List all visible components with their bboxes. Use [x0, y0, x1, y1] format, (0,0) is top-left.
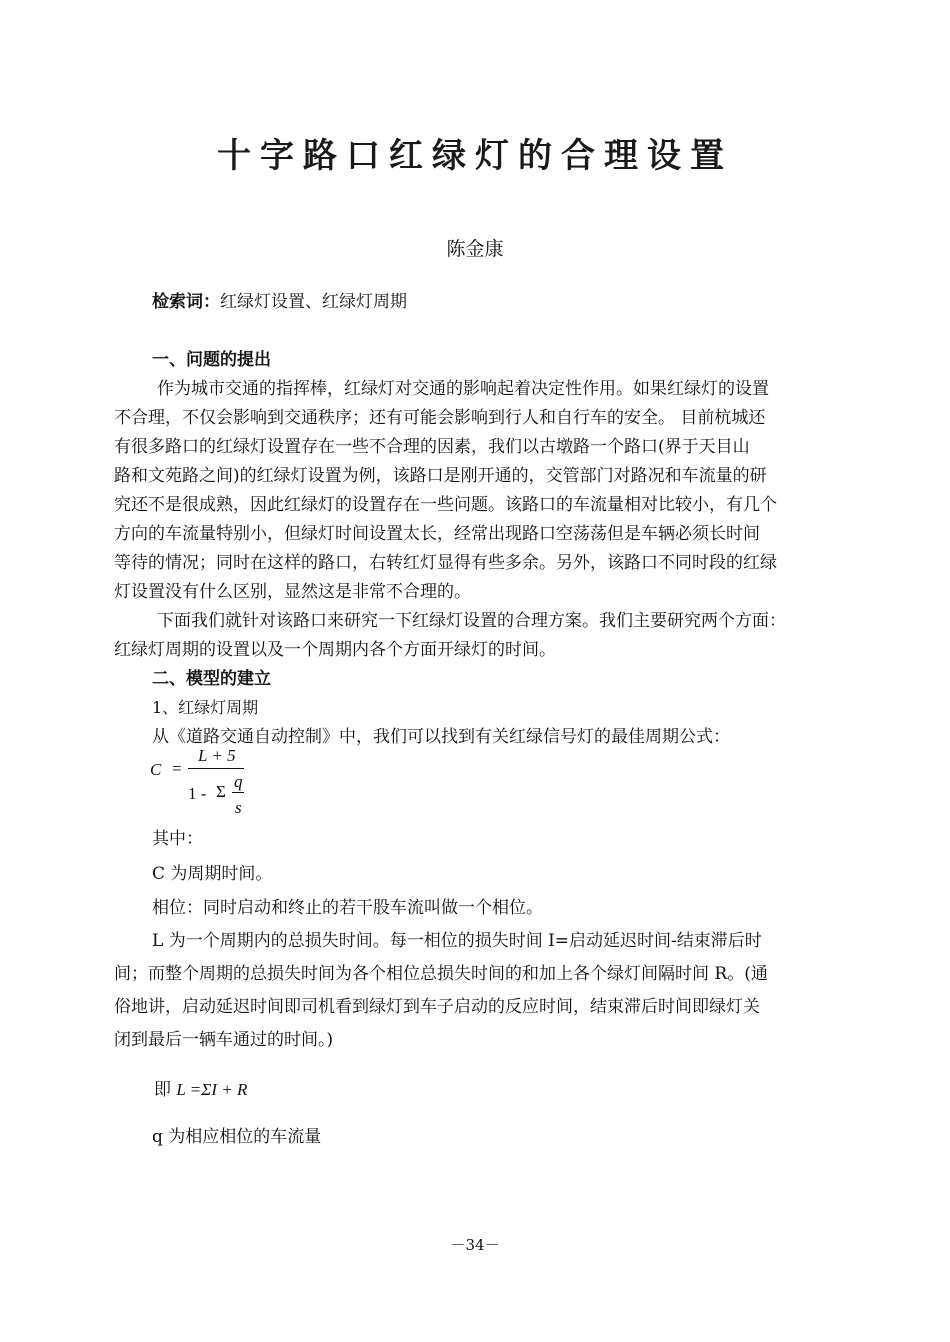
phase-definition: 相位：同时启动和终止的若干股车流叫做一个相位。	[152, 898, 543, 918]
paragraph-line: 究还不是很成熟，因此红绿灯的设置存在一些问题。该路口的车流量相对比较小，有几个	[114, 495, 777, 515]
section1-heading: 一、问题的提出	[152, 350, 271, 370]
paragraph-line: 不合理，不仅会影响到交通秩序；还有可能会影响到行人和自行车的安全。 目前杭城还	[114, 408, 766, 428]
paragraph-line: 灯设置没有什么区别，显然这是非常不合理的。	[114, 582, 471, 602]
keywords	[152, 292, 407, 312]
formula-sigma: Σ	[216, 782, 226, 801]
formula-q: q	[234, 772, 243, 791]
page-number: －34－	[450, 1236, 500, 1254]
paragraph-line: 作为城市交通的指挥棒，红绿灯对交通的影响起着决定性作用。如果红绿灯的设置	[157, 379, 769, 399]
loss-equation-prefix: 即	[154, 1080, 171, 1100]
paragraph-line: 间；而整个周期的总损失时间为各个相位总损失时间的和加上各个绿灯间隔时间 R。(通	[114, 964, 768, 984]
author: 陈金康	[446, 238, 504, 260]
formula-intro: 从《道路交通自动控制》中，我们可以找到有关红绿信号灯的最佳周期公式：	[152, 727, 730, 747]
paragraph-line: 方向的车流量特别小，但绿灯时间设置太长，经常出现路口空荡荡但是车辆必须长时间	[114, 524, 760, 544]
fraction-bar	[188, 768, 244, 769]
formula-lhs: C	[150, 760, 162, 779]
formula-den-prefix: 1 -	[188, 784, 207, 803]
keywords-label: 检索词：	[152, 292, 220, 312]
keywords-value: 红绿灯设置、红绿灯周期	[220, 292, 407, 312]
c-definition: C 为周期时间。	[152, 864, 273, 884]
inner-fraction-bar	[232, 792, 244, 793]
paragraph-line: 路和文苑路之间)的红绿灯设置为例，该路口是刚开通的，交管部门对路况和车流量的研	[114, 466, 767, 486]
loss-equation	[154, 1080, 247, 1100]
section2-heading: 二、模型的建立	[152, 669, 271, 689]
paragraph-line: 等待的情况；同时在这样的路口，右转红灯显得有些多余。另外，该路口不同时段的红绿	[114, 553, 777, 573]
page-title: 十字路口红绿灯的合理设置	[217, 136, 733, 176]
subsection-heading: 1、红绿灯周期	[152, 698, 259, 717]
paragraph-line: L 为一个周期内的总损失时间。每一相位的损失时间 I=启动延迟时间-结束滞后时	[152, 931, 762, 951]
paragraph-line: 下面我们就针对该路口来研究一下红绿灯设置的合理方案。我们主要研究两个方面：	[157, 611, 786, 631]
formula-s: s	[235, 798, 242, 817]
paragraph-line: 红绿灯周期的设置以及一个周期内各个方面开绿灯的时间。	[114, 640, 556, 660]
loss-equation-body: L =ΣI + R	[176, 1080, 248, 1099]
where-label: 其中：	[152, 829, 203, 849]
paragraph-line: 闭到最后一辆车通过的时间。)	[114, 1030, 334, 1050]
paragraph-line: 俗地讲，启动延迟时间即司机看到绿灯到车子启动的反应时间，结束滞后时间即绿灯关	[114, 997, 760, 1017]
cycle-formula	[150, 740, 290, 820]
formula-equals: =	[172, 759, 182, 778]
q-definition: q 为相应相位的车流量	[152, 1127, 322, 1147]
paragraph-line: 有很多路口的红绿灯设置存在一些不合理的因素，我们以古墩路一个路口(界于天目山	[114, 437, 750, 457]
formula-numerator: L + 5	[198, 746, 236, 765]
